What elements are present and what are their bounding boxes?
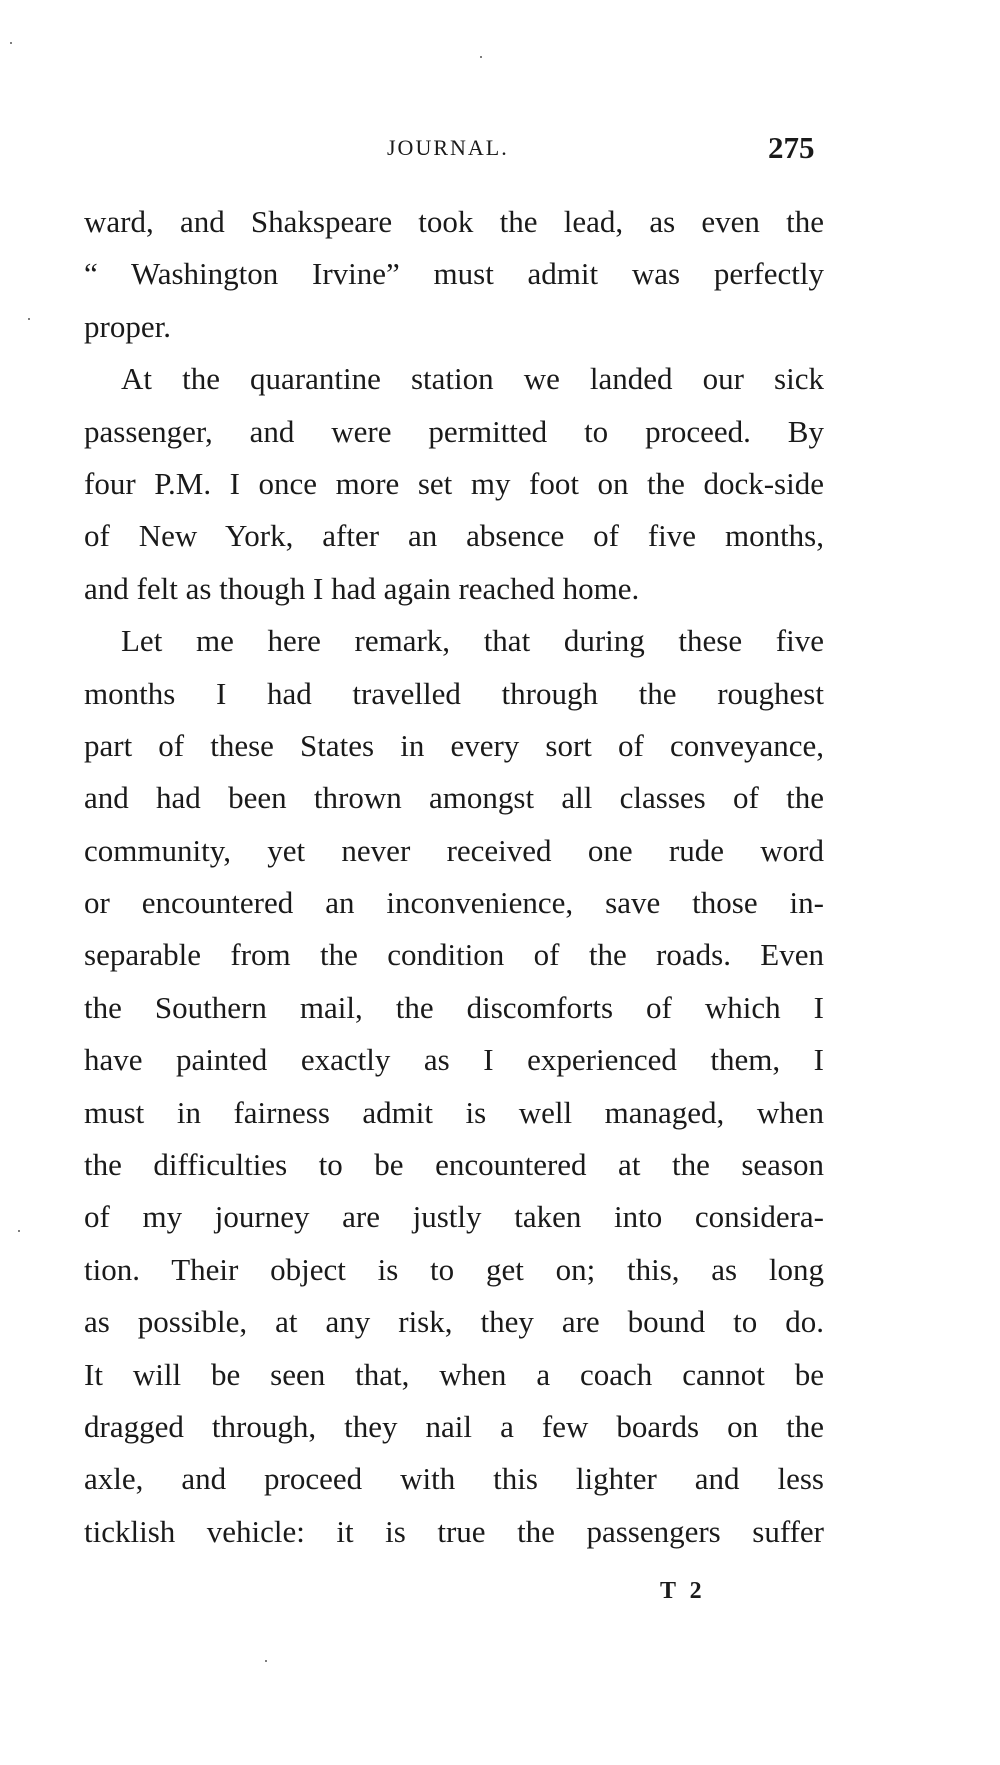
text-line: community, yet never received one rude word: [84, 832, 824, 868]
text-line: passenger, and were permitted to proceed. By: [84, 413, 824, 449]
text-line: ward, and Shakspeare took the lead, as even the: [84, 204, 824, 239]
text-line: At the quarantine station we landed our sick: [121, 361, 824, 397]
text-line: tion. Their object is to get on; this, as long: [84, 1251, 824, 1287]
paper-speck: [265, 1660, 267, 1662]
text-line: have painted exactly as I experienced them, I: [84, 1042, 824, 1078]
text-line: of New York, after an absence of five months,: [84, 518, 824, 554]
text-line: and felt as though I had again reached home.: [84, 570, 640, 606]
paper-speck: [10, 42, 12, 44]
paper-speck: [28, 318, 30, 320]
text-line: as possible, at any risk, they are bound to do.: [84, 1304, 824, 1340]
text-line: ticklish vehicle: it is true the passengers suffer: [84, 1513, 824, 1549]
text-line: and had been thrown amongst all classes of the: [84, 780, 824, 816]
text-line: the Southern mail, the discomforts of which I: [84, 989, 824, 1025]
text-line: part of these States in every sort of conveyance,: [84, 727, 824, 763]
text-line: dragged through, they nail a few boards on the: [84, 1408, 824, 1444]
body-text: [84, 196, 824, 1558]
text-line: months I had travelled through the roughest: [84, 675, 824, 711]
text-line: the difficulties to be encountered at the season: [84, 1147, 824, 1183]
text-line: proper.: [84, 308, 171, 344]
running-head: JOURNAL.: [387, 135, 509, 160]
page-number: 275: [768, 130, 815, 165]
signature-mark: T 2: [660, 1578, 706, 1604]
text-line: It will be seen that, when a coach cannot be: [84, 1356, 824, 1392]
text-line: “ Washington Irvine” must admit was perfectly: [84, 256, 824, 292]
text-line: separable from the condition of the roads. Even: [84, 937, 824, 973]
text-line: axle, and proceed with this lighter and less: [84, 1461, 824, 1497]
paper-speck: [480, 56, 482, 58]
paper-speck: [18, 1230, 20, 1232]
text-line: of my journey are justly taken into considera-: [84, 1199, 824, 1235]
text-line: or encountered an inconvenience, save those in-: [84, 885, 824, 921]
text-line: four P.M. I once more set my foot on the dock-side: [84, 465, 824, 501]
text-line: Let me here remark, that during these five: [121, 623, 824, 659]
text-line: must in fairness admit is well managed, when: [84, 1094, 824, 1130]
